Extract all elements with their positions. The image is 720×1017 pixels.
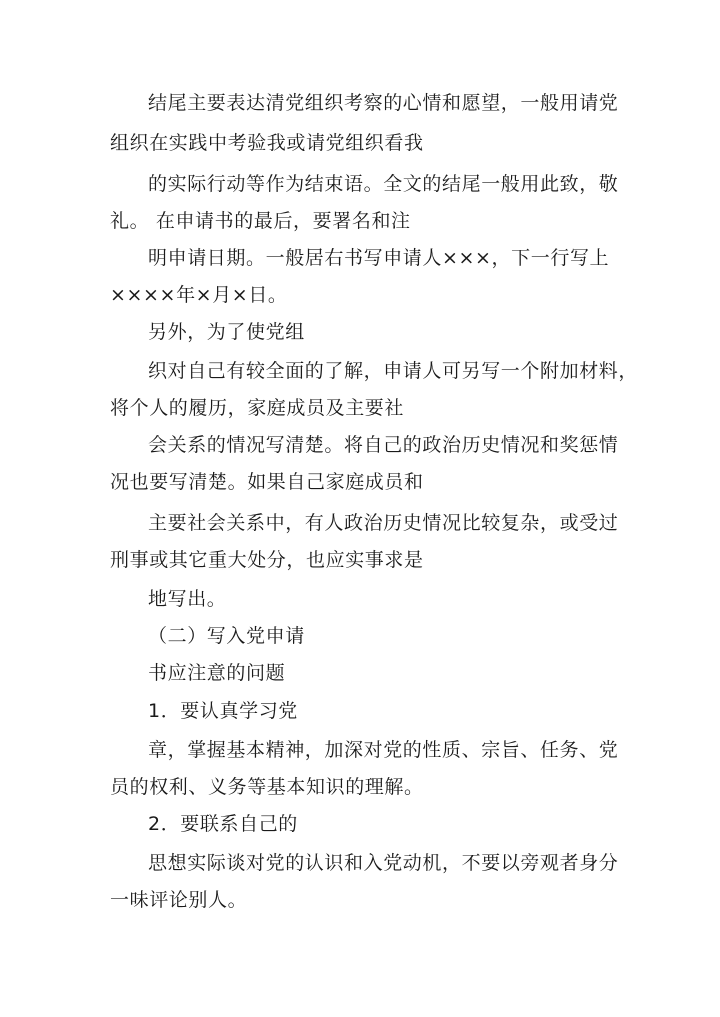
text-line: 2．要联系自己的 — [148, 813, 298, 835]
text-line: 一味评论别人。 — [110, 889, 248, 911]
text-line: 的实际行动等作为结束语。全文的结尾一般用此致，敬 — [148, 173, 619, 195]
text-line: 会关系的情况写清楚。将自己的政治历史情况和奖惩情 — [148, 434, 619, 456]
text-line: （二）写入党申请 — [148, 625, 305, 647]
text-line: 将个人的履历，家庭成员及主要社 — [110, 397, 405, 419]
text-line: 礼。 在申请书的最后，要署名和注 — [110, 210, 411, 232]
text-line: 1．要认真学习党 — [148, 700, 298, 722]
text-line: 另外，为了使党组 — [148, 321, 305, 343]
text-line: 主要社会关系中，有人政治历史情况比较复杂，或受过 — [148, 512, 619, 534]
text-line: 况也要写清楚。如果自己家庭成员和 — [110, 471, 424, 493]
text-line: 地写出。 — [148, 588, 227, 610]
text-line: 章，掌握基本精神，加深对党的性质、宗旨、任务、党 — [148, 739, 619, 761]
text-line: 刑事或其它重大处分，也应实事求是 — [110, 549, 424, 571]
text-line: 组织在实践中考验我或请党组织看我 — [110, 132, 424, 154]
text-line: 结尾主要表达清党组织考察的心情和愿望，一般用请党 — [148, 92, 619, 114]
text-line: 思想实际谈对党的认识和入党动机，不要以旁观者身分 — [148, 852, 619, 874]
text-line: 书应注意的问题 — [148, 662, 286, 684]
text-line: 员的权利、义务等基本知识的理解。 — [110, 776, 424, 798]
text-line: 明申请日期。一般居右书写申请人×××，下一行写上 — [148, 247, 610, 269]
text-line: 织对自己有较全面的了解，申请人可另写一个附加材料， — [148, 360, 639, 382]
text-line: ××××年×月×日。 — [110, 284, 288, 306]
